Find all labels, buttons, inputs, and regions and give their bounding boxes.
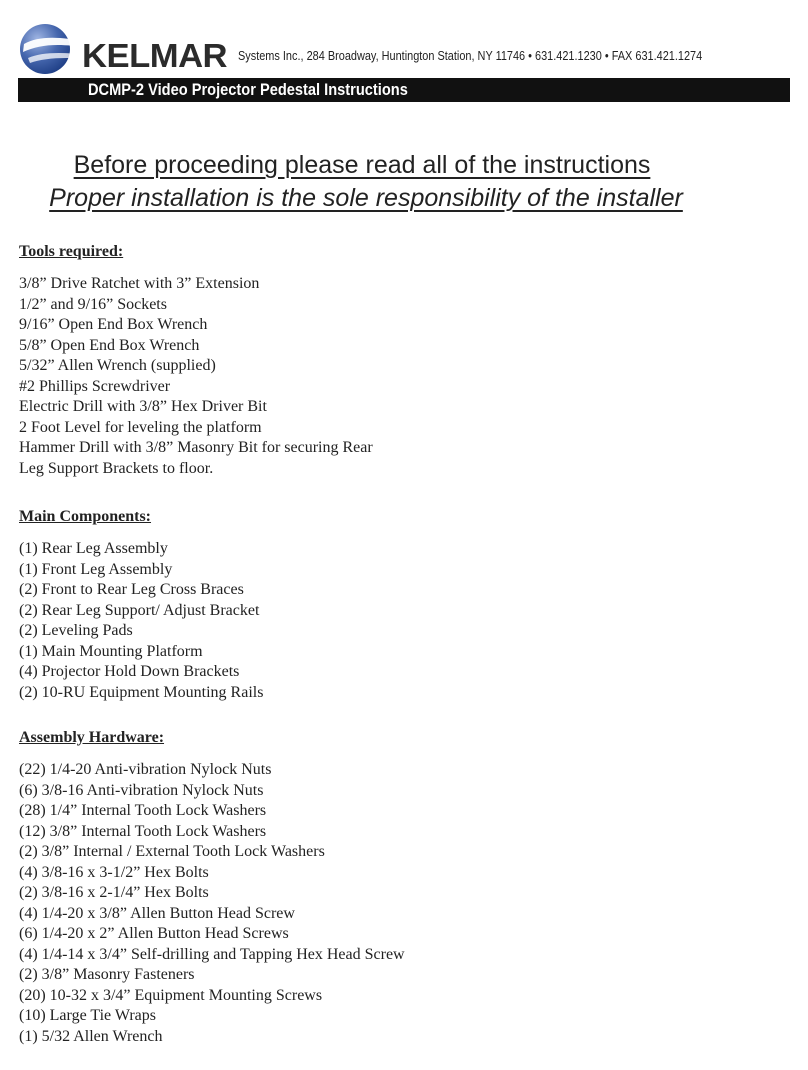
list-item: (2) 10-RU Equipment Mounting Rails (19, 683, 264, 701)
components-heading: Main Components: (19, 508, 152, 525)
tools-list (19, 274, 373, 479)
list-item: (6) 3/8-16 Anti-vibration Nylock Nuts (19, 781, 264, 799)
list-item: (10) Large Tie Wraps (19, 1007, 156, 1024)
list-item: Leg Support Brackets to floor. (19, 459, 214, 477)
document-title: DCMP-2 Video Projector Pedestal Instructions (88, 80, 408, 99)
list-item: 2 Foot Level for leveling the platform (19, 418, 262, 436)
list-item: (1) 5/32 Allen Wrench (19, 1027, 163, 1045)
list-item: 5/8” Open End Box Wrench (19, 336, 200, 354)
list-item: (4) 1/4-14 x 3/4” Self-drilling and Tapping Hex Head Screw (19, 945, 405, 963)
page-header (18, 22, 790, 104)
components-list (19, 539, 263, 703)
document-title-bar (18, 78, 790, 102)
components-section (19, 507, 263, 703)
list-item: Hammer Drill with 3/8” Masonry Bit for securing Rear (19, 439, 373, 456)
brand-name: KELMAR (82, 37, 228, 74)
list-item: (20) 10-32 x 3/4” Equipment Mounting Screws (19, 986, 323, 1004)
installer-responsibility-notice: Proper installation is the sole responsibility of the installer (49, 184, 683, 212)
kelmar-logo-icon (18, 22, 88, 77)
hardware-section (19, 728, 405, 1047)
list-item: (4) Projector Hold Down Brackets (19, 663, 240, 680)
company-contact-info: Systems Inc., 284 Broadway, Huntington Station, NY 11746 • 631.421.1230 • FAX 631.421.1274 (238, 48, 703, 63)
hardware-heading: Assembly Hardware: (19, 729, 165, 746)
list-item: (1) Front Leg Assembly (19, 560, 173, 578)
list-item: (2) 3/8” Internal / External Tooth Lock Washers (19, 843, 325, 860)
list-item: (4) 1/4-20 x 3/8” Allen Button Head Screw (19, 904, 295, 922)
read-instructions-notice: Before proceeding please read all of the instructions (73, 151, 651, 179)
list-item: (12) 3/8” Internal Tooth Lock Washers (19, 822, 267, 840)
list-item: (1) Rear Leg Assembly (19, 540, 168, 557)
list-item: 9/16” Open End Box Wrench (19, 316, 208, 333)
list-item: (2) Rear Leg Support/ Adjust Bracket (19, 601, 260, 619)
list-item: (2) 3/8” Masonry Fasteners (19, 966, 195, 983)
list-item: Electric Drill with 3/8” Hex Driver Bit (19, 398, 267, 415)
list-item: (6) 1/4-20 x 2” Allen Button Head Screws (19, 925, 289, 942)
list-item: 3/8” Drive Ratchet with 3” Extension (19, 275, 260, 292)
hardware-list (19, 760, 405, 1047)
list-item: (2) Leveling Pads (19, 622, 133, 639)
tools-section (19, 242, 373, 479)
list-item: 1/2” and 9/16” Sockets (19, 295, 167, 313)
tools-heading: Tools required: (19, 243, 124, 260)
list-item: 5/32” Allen Wrench (supplied) (19, 357, 216, 374)
list-item: (2) 3/8-16 x 2-1/4” Hex Bolts (19, 884, 209, 901)
list-item: (28) 1/4” Internal Tooth Lock Washers (19, 802, 267, 819)
list-item: (4) 3/8-16 x 3-1/2” Hex Bolts (19, 863, 209, 881)
list-item: (2) Front to Rear Leg Cross Braces (19, 581, 244, 598)
list-item: (1) Main Mounting Platform (19, 642, 203, 660)
list-item: (22) 1/4-20 Anti-vibration Nylock Nuts (19, 761, 272, 778)
list-item: #2 Phillips Screwdriver (19, 377, 171, 395)
